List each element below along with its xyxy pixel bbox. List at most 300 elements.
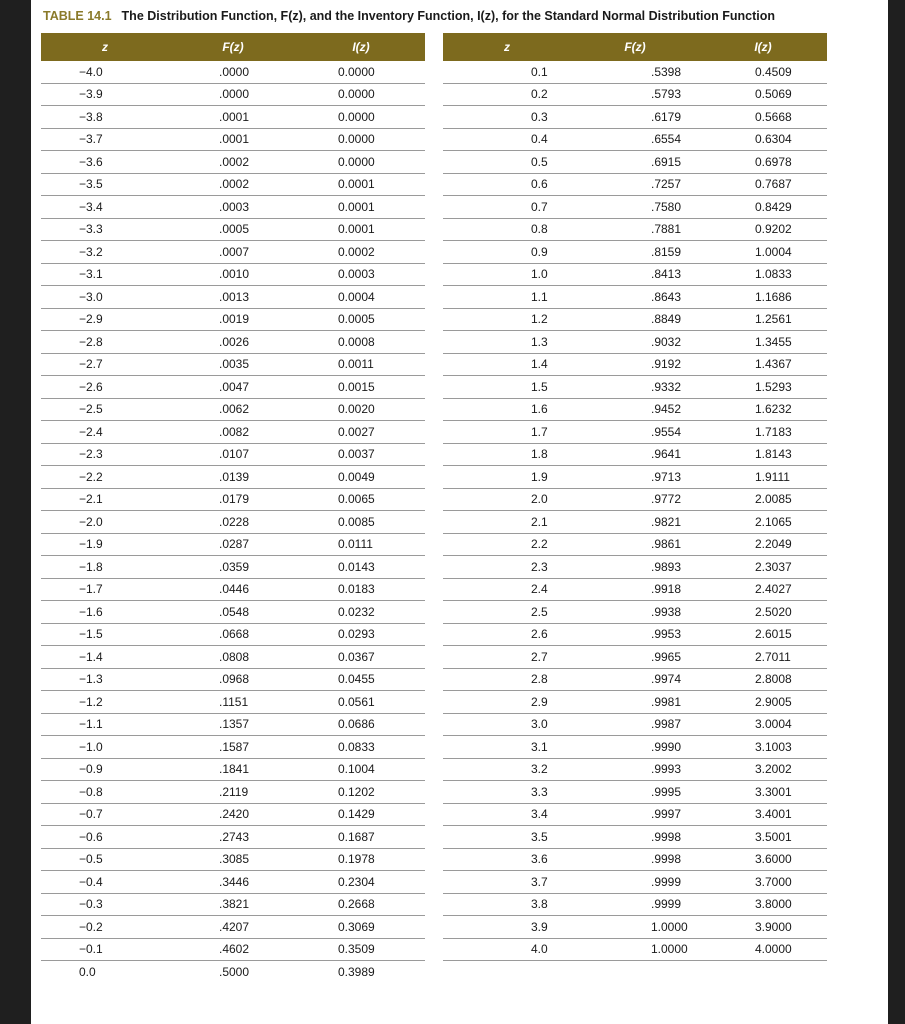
cell-fz: .1357 [219, 717, 250, 732]
table-row [41, 579, 425, 602]
cell-iz: 2.2049 [755, 537, 792, 552]
cell-iz: 0.0004 [338, 289, 375, 304]
table-row [41, 444, 425, 467]
cell-z: 1.2 [531, 312, 548, 327]
cell-fz: .8643 [651, 289, 682, 304]
cell-iz: 0.0833 [338, 739, 375, 754]
cell-iz: 2.6015 [755, 627, 792, 642]
cell-fz: .0107 [219, 447, 250, 462]
cell-z: −0.8 [79, 784, 103, 799]
cell-fz: .0035 [219, 357, 250, 372]
cell-fz: .1151 [219, 694, 249, 709]
cell-z: −2.1 [79, 492, 103, 507]
cell-fz: .0047 [219, 379, 250, 394]
cell-iz: 1.4367 [755, 357, 792, 372]
cell-z: 0.1 [531, 64, 548, 79]
cell-z: −0.9 [79, 762, 103, 777]
cell-iz: 0.1429 [338, 807, 375, 822]
cell-fz: .9993 [651, 762, 682, 777]
cell-fz: .9032 [651, 334, 682, 349]
cell-z: 2.7 [531, 649, 548, 664]
cell-iz: 3.5001 [755, 829, 792, 844]
cell-iz: 0.0011 [338, 357, 374, 372]
table-row [41, 264, 425, 287]
cell-iz: 0.7687 [755, 177, 792, 192]
cell-iz: 0.0085 [338, 514, 375, 529]
cell-iz: 0.2304 [338, 874, 375, 889]
cell-iz: 2.5020 [755, 604, 792, 619]
cell-z: 2.6 [531, 627, 548, 642]
table-row [41, 219, 425, 242]
cell-fz: .2119 [219, 784, 249, 799]
cell-iz: 0.5668 [755, 109, 792, 124]
table-row [443, 376, 827, 399]
cell-iz: 0.0049 [338, 469, 375, 484]
cell-z: 1.0 [531, 267, 548, 282]
cell-iz: 0.4509 [755, 64, 792, 79]
table-row [443, 219, 827, 242]
table-row [41, 691, 425, 714]
cell-fz: .0287 [219, 537, 250, 552]
table-header-right [443, 33, 827, 61]
cell-iz: 1.6232 [755, 402, 792, 417]
table-row [443, 444, 827, 467]
cell-fz: .9990 [651, 739, 682, 754]
table-row [443, 196, 827, 219]
cell-iz: 0.0183 [338, 582, 375, 597]
cell-fz: .0228 [219, 514, 250, 529]
cell-fz: .4207 [219, 919, 250, 934]
cell-z: −1.1 [79, 717, 103, 732]
cell-iz: 1.2561 [755, 312, 792, 327]
table-row [41, 174, 425, 197]
cell-fz: .9965 [651, 649, 682, 664]
cell-fz: .0179 [219, 492, 250, 507]
header-iz: I(z) [352, 40, 370, 54]
cell-iz: 3.8000 [755, 897, 792, 912]
cell-fz: .9987 [651, 717, 682, 732]
table-row [41, 241, 425, 264]
table-row [443, 601, 827, 624]
cell-iz: 0.0455 [338, 672, 375, 687]
cell-iz: 0.0027 [338, 424, 375, 439]
cell-fz: .0013 [219, 289, 250, 304]
cell-iz: 3.0004 [755, 717, 792, 732]
table-row [443, 511, 827, 534]
cell-z: 2.0 [531, 492, 548, 507]
cell-fz: .9918 [651, 582, 682, 597]
cell-z: −4.0 [79, 64, 103, 79]
cell-z: −1.2 [79, 694, 103, 709]
cell-fz: .9821 [651, 514, 682, 529]
table-row [41, 759, 425, 782]
cell-z: 1.4 [531, 357, 548, 372]
cell-fz: .9999 [651, 874, 682, 889]
cell-z: −3.4 [79, 199, 103, 214]
table-row [443, 849, 827, 872]
cell-z: 0.0 [79, 965, 96, 980]
table-row [41, 646, 425, 669]
table-row [443, 871, 827, 894]
cell-z: −2.3 [79, 447, 103, 462]
table-row [443, 691, 827, 714]
cell-fz: .9893 [651, 559, 682, 574]
cell-iz: 0.0003 [338, 267, 375, 282]
cell-fz: .0359 [219, 559, 250, 574]
cell-fz: .0000 [219, 64, 250, 79]
cell-z: 4.0 [531, 942, 548, 957]
table-left-half [41, 33, 425, 984]
cell-fz: .8849 [651, 312, 682, 327]
cell-z: −3.8 [79, 109, 103, 124]
cell-iz: 1.3455 [755, 334, 792, 349]
cell-z: −3.1 [79, 267, 103, 282]
cell-z: 0.7 [531, 199, 548, 214]
cell-iz: 0.9202 [755, 222, 792, 237]
cell-fz: .9452 [651, 402, 682, 417]
cell-iz: 3.6000 [755, 852, 792, 867]
cell-z: 1.5 [531, 379, 548, 394]
cell-fz: .7580 [651, 199, 682, 214]
table-row [41, 871, 425, 894]
cell-fz: .5000 [219, 965, 250, 980]
cell-fz: .9999 [651, 897, 682, 912]
cell-z: −0.2 [79, 919, 103, 934]
header-z: z [102, 40, 108, 54]
cell-z: −0.6 [79, 829, 103, 844]
cell-z: −2.6 [79, 379, 103, 394]
table-row [41, 826, 425, 849]
table-row [443, 646, 827, 669]
cell-z: −0.3 [79, 897, 103, 912]
cell-z: −1.3 [79, 672, 103, 687]
cell-fz: .3821 [219, 897, 250, 912]
table-row [443, 781, 827, 804]
table-row [443, 579, 827, 602]
cell-iz: 0.0000 [338, 64, 375, 79]
cell-z: −3.9 [79, 87, 103, 102]
cell-iz: 2.4027 [755, 582, 792, 597]
table-row [443, 939, 827, 962]
cell-fz: .0019 [219, 312, 250, 327]
cell-z: 1.3 [531, 334, 548, 349]
cell-fz: .0007 [219, 244, 250, 259]
table-row [443, 174, 827, 197]
cell-z: 3.2 [531, 762, 548, 777]
cell-fz: .9641 [651, 447, 682, 462]
cell-iz: 1.5293 [755, 379, 792, 394]
cell-z: 0.4 [531, 132, 548, 147]
table-row [443, 309, 827, 332]
cell-iz: 0.6304 [755, 132, 792, 147]
cell-iz: 0.3509 [338, 942, 375, 957]
table-row [41, 511, 425, 534]
cell-fz: .2420 [219, 807, 250, 822]
cell-z: 3.9 [531, 919, 548, 934]
cell-fz: .0001 [219, 109, 250, 124]
table-row [443, 916, 827, 939]
cell-z: −0.1 [79, 942, 103, 957]
cell-iz: 0.0001 [338, 222, 375, 237]
cell-z: −3.3 [79, 222, 103, 237]
cell-iz: 1.0833 [755, 267, 792, 282]
cell-fz: .0000 [219, 87, 250, 102]
table-label: TABLE 14.1 [43, 9, 112, 23]
cell-z: −2.5 [79, 402, 103, 417]
table-row [41, 669, 425, 692]
cell-z: −2.4 [79, 424, 103, 439]
cell-z: −1.9 [79, 537, 103, 552]
cell-fz: .6915 [651, 154, 682, 169]
cell-iz: 0.0561 [338, 694, 375, 709]
cell-fz: .9998 [651, 829, 682, 844]
cell-iz: 0.0015 [338, 379, 375, 394]
cell-fz: .0139 [219, 469, 250, 484]
cell-fz: .5793 [651, 87, 682, 102]
cell-z: −3.0 [79, 289, 103, 304]
cell-iz: 0.0367 [338, 649, 375, 664]
cell-fz: .9332 [651, 379, 682, 394]
cell-iz: 0.0293 [338, 627, 375, 642]
table-row [443, 534, 827, 557]
cell-fz: .0062 [219, 402, 250, 417]
cell-z: −1.5 [79, 627, 103, 642]
cell-z: −3.7 [79, 132, 103, 147]
cell-iz: 0.0002 [338, 244, 375, 259]
table-row [41, 331, 425, 354]
cell-z: 1.9 [531, 469, 548, 484]
cell-z: 3.4 [531, 807, 548, 822]
table-row [41, 196, 425, 219]
cell-z: 0.6 [531, 177, 548, 192]
cell-iz: 2.9005 [755, 694, 792, 709]
cell-fz: .9938 [651, 604, 682, 619]
table-row [443, 264, 827, 287]
cell-z: 3.1 [531, 739, 548, 754]
table-row [41, 106, 425, 129]
cell-z: 2.2 [531, 537, 548, 552]
cell-z: 0.5 [531, 154, 548, 169]
table-row [41, 556, 425, 579]
cell-fz: .9998 [651, 852, 682, 867]
table-row [41, 849, 425, 872]
table-row [41, 804, 425, 827]
cell-fz: .1841 [219, 762, 250, 777]
cell-iz: 0.2668 [338, 897, 375, 912]
cell-iz: 0.0000 [338, 154, 375, 169]
table-row [41, 399, 425, 422]
table-row [443, 331, 827, 354]
cell-z: −3.2 [79, 244, 103, 259]
table-row [41, 939, 425, 962]
table-row [443, 804, 827, 827]
table-row [41, 961, 425, 984]
cell-fz: .0668 [219, 627, 250, 642]
cell-iz: 0.0001 [338, 199, 375, 214]
cell-fz: .8413 [651, 267, 682, 282]
cell-fz: .9974 [651, 672, 682, 687]
cell-fz: .0003 [219, 199, 250, 214]
cell-iz: 1.9111 [755, 469, 790, 484]
cell-z: 2.8 [531, 672, 548, 687]
cell-z: 3.3 [531, 784, 548, 799]
table-row [443, 129, 827, 152]
cell-z: −2.7 [79, 357, 103, 372]
cell-z: 1.1 [531, 289, 548, 304]
table-row [41, 624, 425, 647]
cell-fz: .0001 [219, 132, 250, 147]
table-row [443, 84, 827, 107]
cell-fz: .4602 [219, 942, 250, 957]
cell-iz: 0.3989 [338, 965, 375, 980]
cell-fz: .1587 [219, 739, 250, 754]
table-row [41, 736, 425, 759]
cell-iz: 2.3037 [755, 559, 792, 574]
cell-iz: 0.0037 [338, 447, 375, 462]
cell-z: 1.8 [531, 447, 548, 462]
table-row [41, 601, 425, 624]
table-row [443, 151, 827, 174]
cell-z: −0.5 [79, 852, 103, 867]
table-body-left [41, 61, 425, 984]
cell-iz: 0.0065 [338, 492, 375, 507]
cell-iz: 1.1686 [755, 289, 792, 304]
cell-fz: .0446 [219, 582, 250, 597]
table-row [41, 151, 425, 174]
cell-iz: 0.0000 [338, 132, 375, 147]
table-row [443, 354, 827, 377]
table-row [443, 894, 827, 917]
table-row [443, 669, 827, 692]
header-fz: F(z) [222, 40, 244, 54]
cell-fz: .0968 [219, 672, 250, 687]
cell-fz: .9772 [651, 492, 682, 507]
cell-fz: .0010 [219, 267, 250, 282]
cell-fz: .9997 [651, 807, 682, 822]
cell-iz: 1.8143 [755, 447, 792, 462]
table-row [41, 714, 425, 737]
cell-iz: 3.9000 [755, 919, 792, 934]
cell-iz: 0.1004 [338, 762, 375, 777]
cell-fz: 1.0000 [651, 942, 688, 957]
cell-z: −1.0 [79, 739, 103, 754]
cell-z: 3.8 [531, 897, 548, 912]
cell-z: 3.7 [531, 874, 548, 889]
table-row [41, 376, 425, 399]
cell-fz: .3446 [219, 874, 250, 889]
cell-z: 1.7 [531, 424, 548, 439]
document-page [31, 0, 888, 1024]
cell-fz: .0002 [219, 177, 250, 192]
cell-fz: .0082 [219, 424, 250, 439]
cell-iz: 3.1003 [755, 739, 792, 754]
cell-z: 0.8 [531, 222, 548, 237]
cell-z: 2.3 [531, 559, 548, 574]
cell-z: 0.9 [531, 244, 548, 259]
cell-z: −2.2 [79, 469, 103, 484]
cell-z: −3.5 [79, 177, 103, 192]
cell-iz: 0.6978 [755, 154, 792, 169]
cell-fz: .0026 [219, 334, 250, 349]
cell-iz: 0.0143 [338, 559, 375, 574]
header-fz: F(z) [624, 40, 646, 54]
table-row [443, 421, 827, 444]
cell-iz: 0.0111 [338, 537, 373, 552]
cell-z: −1.7 [79, 582, 103, 597]
cell-iz: 0.0686 [338, 717, 375, 732]
cell-fz: .0002 [219, 154, 250, 169]
cell-iz: 0.8429 [755, 199, 792, 214]
cell-iz: 0.1978 [338, 852, 375, 867]
cell-fz: .5398 [651, 64, 682, 79]
table-row [443, 489, 827, 512]
cell-iz: 0.0232 [338, 604, 375, 619]
cell-fz: .0005 [219, 222, 250, 237]
cell-iz: 2.8008 [755, 672, 792, 687]
cell-iz: 0.0000 [338, 87, 375, 102]
cell-z: −2.9 [79, 312, 103, 327]
cell-iz: 0.3069 [338, 919, 375, 934]
table-row [443, 466, 827, 489]
table-row [41, 894, 425, 917]
cell-z: 2.5 [531, 604, 548, 619]
cell-iz: 0.1202 [338, 784, 375, 799]
cell-fz: .3085 [219, 852, 250, 867]
cell-fz: .9554 [651, 424, 682, 439]
cell-iz: 3.2002 [755, 762, 792, 777]
cell-z: −1.8 [79, 559, 103, 574]
cell-fz: .9713 [651, 469, 682, 484]
cell-z: −0.4 [79, 874, 103, 889]
cell-z: 0.3 [531, 109, 548, 124]
cell-iz: 3.3001 [755, 784, 792, 799]
table-row [41, 421, 425, 444]
cell-z: −3.6 [79, 154, 103, 169]
cell-iz: 3.4001 [755, 807, 792, 822]
table-row [443, 106, 827, 129]
table-row [41, 781, 425, 804]
header-z: z [504, 40, 510, 54]
table-row [41, 129, 425, 152]
cell-fz: .9861 [651, 537, 682, 552]
cell-iz: 1.0004 [755, 244, 792, 259]
cell-fz: .6179 [651, 109, 682, 124]
table-row [41, 534, 425, 557]
cell-z: 2.9 [531, 694, 548, 709]
table-row [41, 286, 425, 309]
table-row [41, 466, 425, 489]
cell-fz: .8159 [651, 244, 682, 259]
cell-iz: 1.7183 [755, 424, 792, 439]
table-header-left [41, 33, 425, 61]
table-row [41, 354, 425, 377]
table-row [41, 309, 425, 332]
table-row [41, 916, 425, 939]
table-body-right [443, 61, 827, 961]
cell-z: 0.2 [531, 87, 548, 102]
cell-z: 2.4 [531, 582, 548, 597]
table-row [41, 84, 425, 107]
table-row [443, 624, 827, 647]
table-row [443, 714, 827, 737]
table-caption [43, 6, 883, 26]
table-row [443, 556, 827, 579]
cell-iz: 0.0020 [338, 402, 375, 417]
cell-iz: 2.0085 [755, 492, 792, 507]
cell-iz: 0.0000 [338, 109, 375, 124]
cell-iz: 3.7000 [755, 874, 792, 889]
cell-z: 3.5 [531, 829, 548, 844]
